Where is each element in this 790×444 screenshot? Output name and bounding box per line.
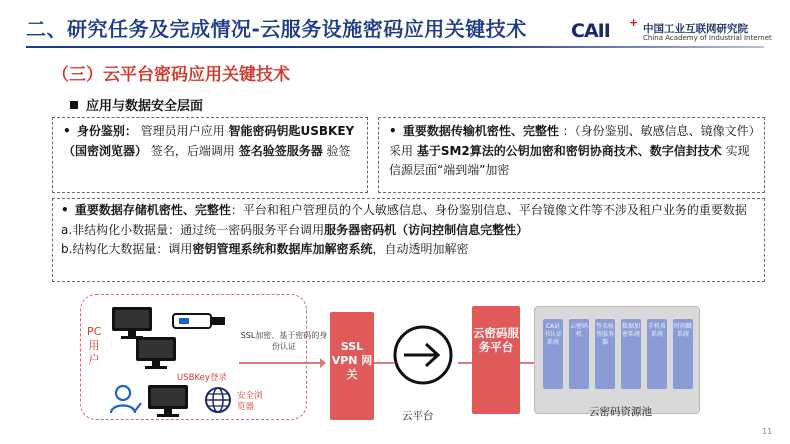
pool-machine (673, 319, 693, 389)
machine-label: CA证书认证系统 (543, 323, 562, 346)
cloud-platform-label: 云平台 (402, 410, 434, 422)
crypto-resource-pool (534, 306, 700, 414)
square-bullet-icon (70, 101, 78, 109)
ssl-vpn-gateway (330, 312, 374, 420)
globe-icon (203, 385, 233, 415)
machine-label: 签名验签服务器 (595, 323, 614, 346)
service-platform-label: 云密码服务平台 (473, 326, 519, 354)
arrow-to-service (458, 362, 472, 364)
pool-machine (543, 319, 563, 389)
arrow-to-vpn (239, 362, 321, 364)
identity-auth-t1: 管理员用户应用 (140, 124, 225, 138)
storage-text (61, 201, 761, 260)
identity-auth-b1: 智能密码钥匙USBKEY（国密浏览器） (63, 124, 355, 158)
secure-browser-label: 安全浏览器 (237, 391, 263, 412)
bullet: • (389, 124, 397, 138)
transmission-t2: 实现信源层面“端到端”加密 (389, 143, 750, 177)
machine-label: 手机盾系统 (647, 323, 666, 338)
user-icon (109, 383, 143, 415)
identity-auth-text (63, 122, 363, 161)
identity-auth-t3: 验签 (326, 143, 351, 158)
usbkey-login-label: USBKey登录 (177, 373, 227, 383)
storage-b-suffix: ，自动透明加解密 (372, 242, 469, 256)
logo-mark-text: CAII (571, 20, 610, 42)
machine-label: 数据加密系统 (621, 323, 640, 338)
pc-user-label: PC用户 (87, 325, 102, 366)
user-panel (80, 294, 307, 420)
pool-machine (647, 319, 667, 389)
subsection-text: 应用与数据安全层面 (86, 99, 204, 114)
machine-label: 云密码机 (569, 323, 588, 338)
transmission-box (378, 117, 765, 193)
storage-line-main (61, 201, 761, 221)
storage-t1: ：平台和租户管理员的个人敏感信息、身份鉴别信息、平台镜像文件等不涉及租户业务的重要数据 (230, 203, 747, 217)
identity-auth-t2: 签名，后端调用 (150, 143, 235, 158)
storage-a-bold: 服务器密码机（访问控制信息完整性） (324, 222, 529, 237)
architecture-diagram (52, 290, 765, 430)
section-title: （三）云平台密码应用关键技术 (52, 65, 290, 85)
storage-b-bold: 密钥管理系统和数据库加解密系统 (192, 242, 373, 256)
usbkey-icon (171, 310, 231, 332)
crypto-service-platform (472, 306, 520, 414)
page-number: 11 (762, 427, 773, 436)
arrow-to-pool (520, 362, 534, 364)
transmission-b1: 基于SM2算法的公钥加密和密钥协商技术、数字信封技术 (416, 143, 722, 158)
bullet: • (61, 203, 69, 217)
cloud-platform-icon (388, 320, 458, 390)
monitor-icon (133, 335, 179, 371)
transmission-t1: ：（身份鉴别、敏感信息、镜像文件）采用 (389, 124, 761, 158)
storage-a-prefix: a.非结构化小数据量：通过统一密码服务平台调用 (61, 222, 325, 237)
identity-auth-box (52, 117, 368, 193)
storage-lead: 重要数据存储机密性、完整性 (74, 203, 231, 217)
vpn-label: SSL VPN 网关 (331, 340, 373, 381)
pool-machine (595, 319, 615, 389)
logo-plus-icon: + (629, 16, 639, 29)
transmission-text (389, 122, 761, 181)
storage-box (52, 198, 765, 282)
logo-name-en: China Academy of Industrial Internet (643, 34, 772, 42)
logo-name-cn: 中国工业互联网研究院 (643, 23, 748, 35)
ssl-note: SSL加密、基于密码的身份认证 (240, 331, 328, 351)
bullet: • (63, 124, 71, 138)
storage-b-prefix: b.结构化大数据量：调用 (61, 242, 193, 256)
subsection-heading (70, 95, 203, 114)
identity-auth-lead: 身份鉴别： (76, 124, 137, 138)
monitor-icon (145, 383, 191, 419)
storage-line-b (61, 240, 761, 260)
page-title: 二、研究任务及完成情况-云服务设施密码应用关键技术 (26, 17, 527, 41)
storage-line-a (61, 221, 761, 241)
caii-logo (571, 16, 772, 46)
machine-label: 时间戳系统 (673, 323, 692, 338)
logo-mark (571, 20, 610, 42)
transmission-lead: 重要数据传输机密性、完整性 (402, 124, 559, 138)
title-divider (26, 46, 764, 48)
resource-pool-label: 云密码资源池 (589, 406, 652, 418)
pool-machine (569, 319, 589, 389)
pool-machine (621, 319, 641, 389)
identity-auth-b2: 签名验签服务器 (238, 143, 323, 158)
